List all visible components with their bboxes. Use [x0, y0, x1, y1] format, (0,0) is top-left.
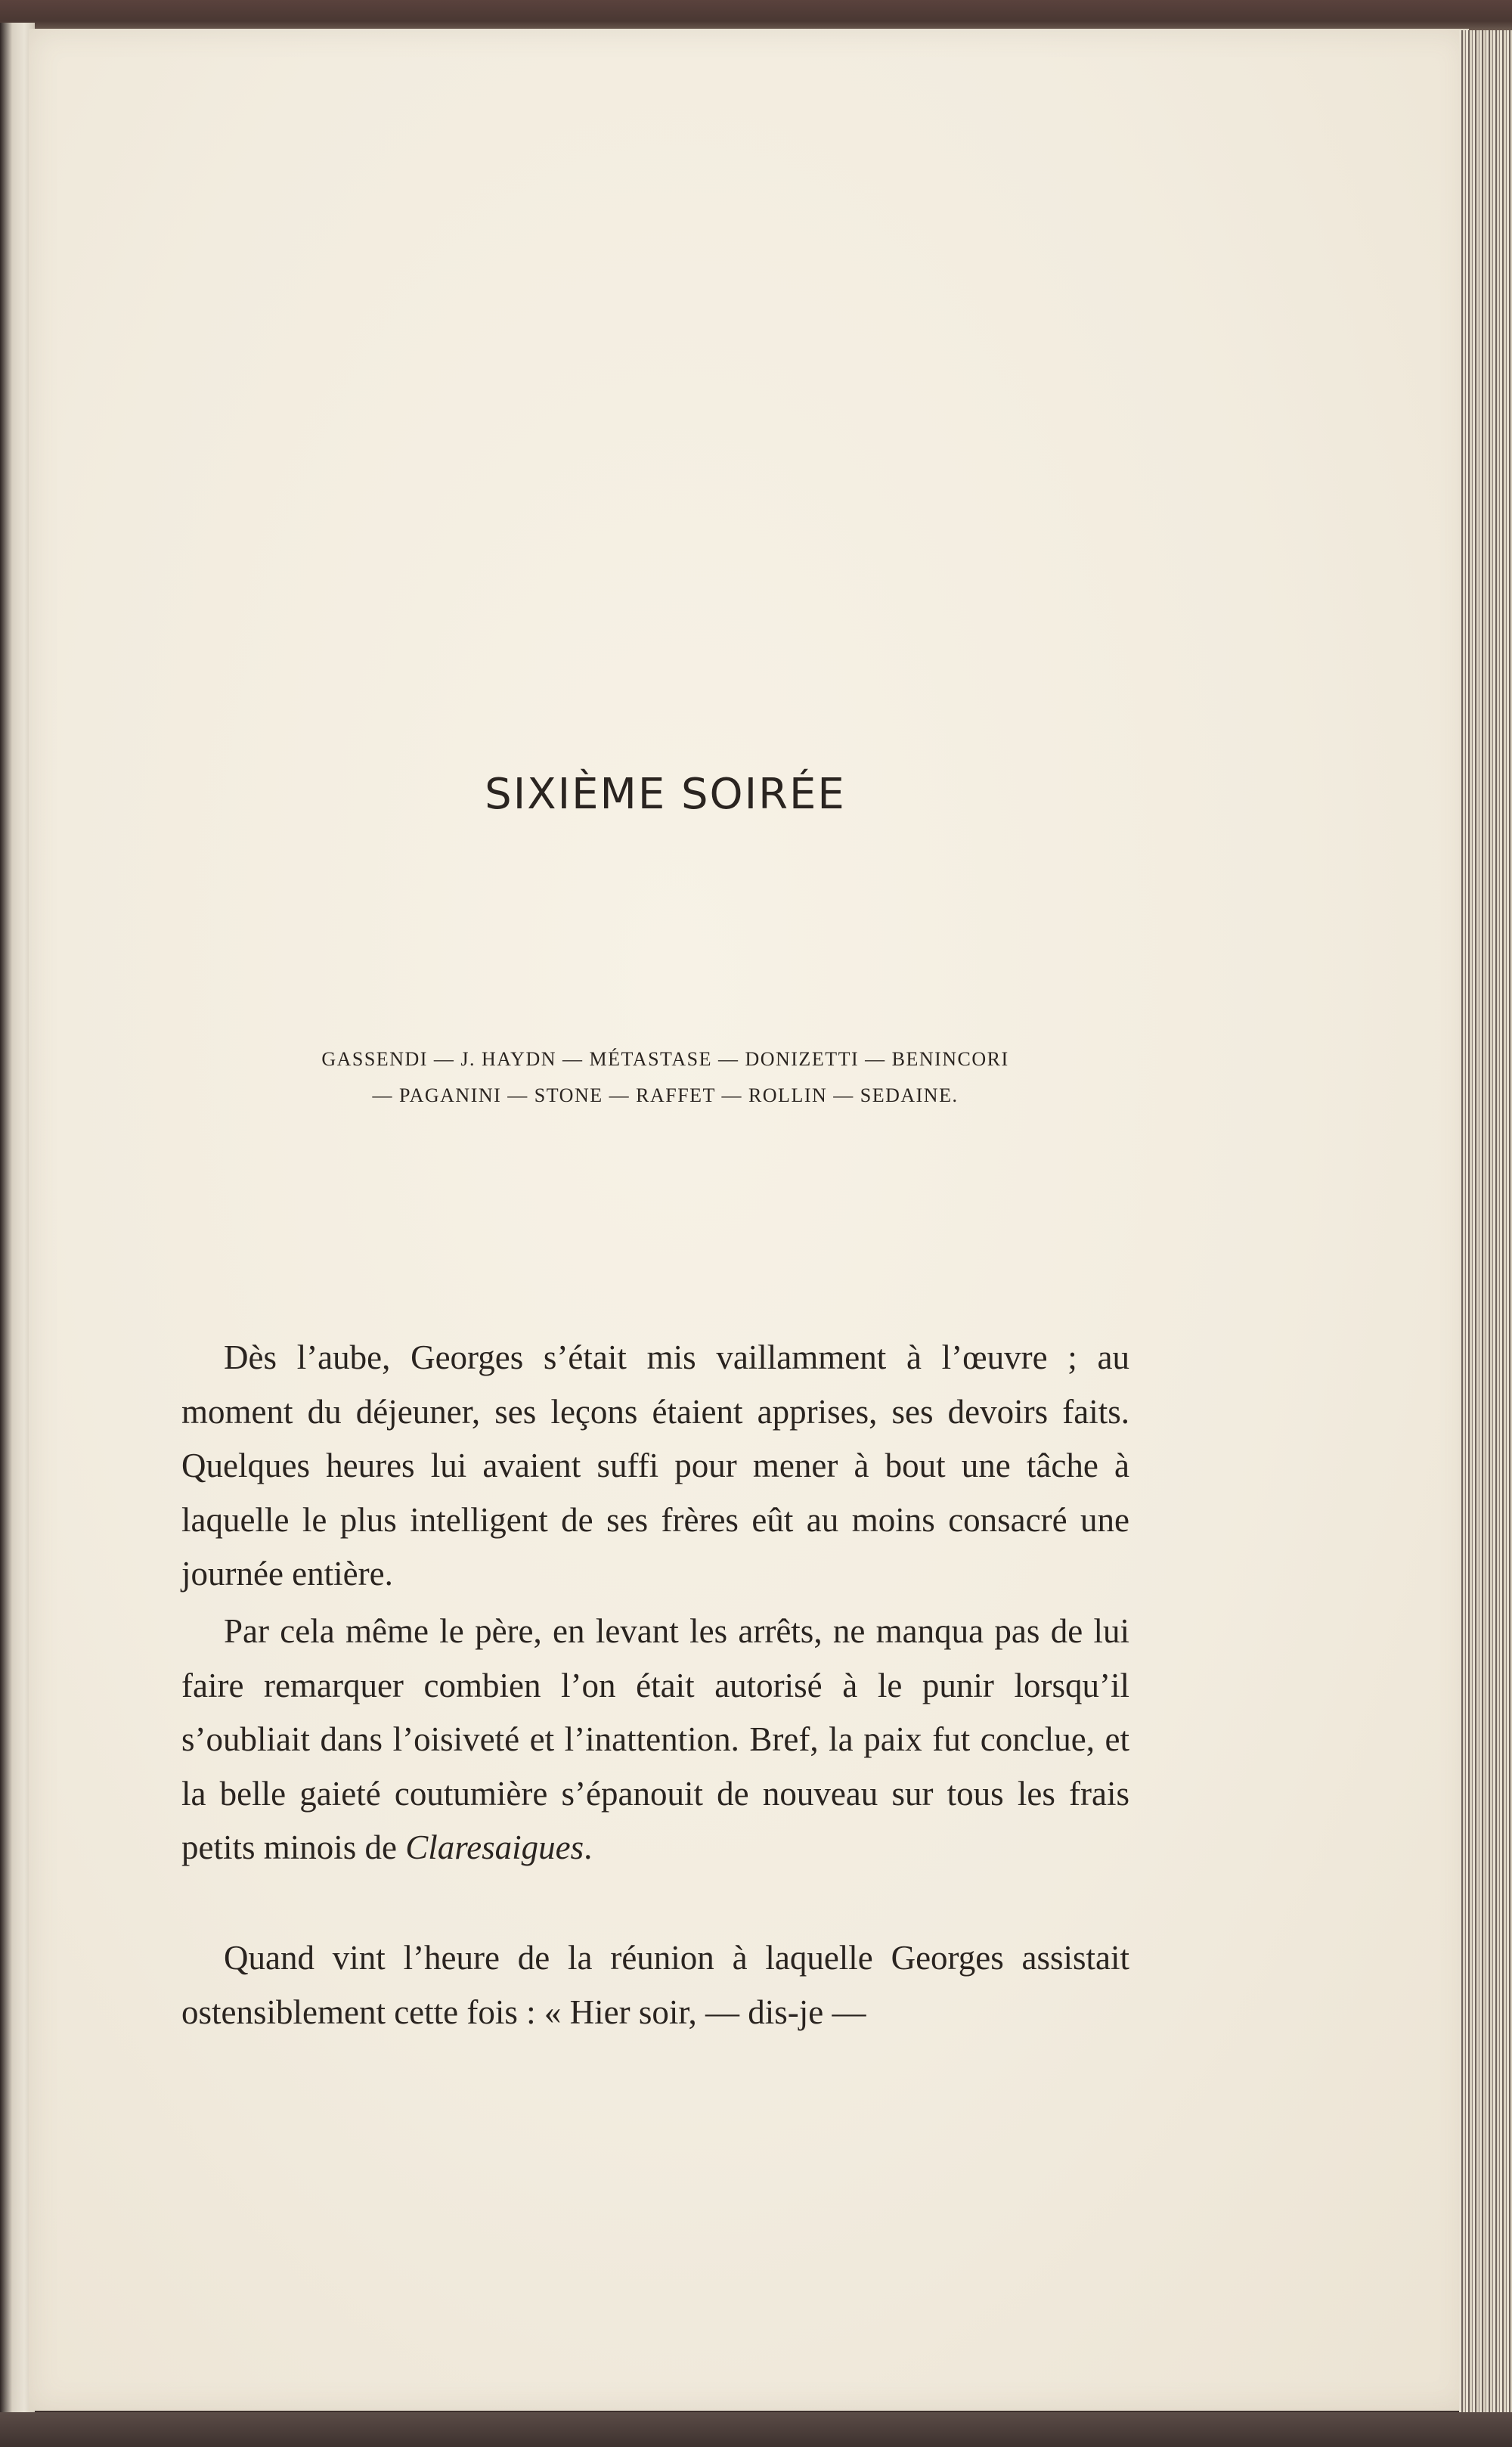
paragraph-1: Dès l’aube, Georges s’était mis vaillamment à l’œuvre ; au moment du déjeuner, ses leçons étaient apprises, ses devoirs faits. Quelques heures lui avaient suffi pour mener à bout une tâche à laquelle le plus intelligent de ses frères eût au moins consacré une journée entière.: [181, 1338, 1129, 1593]
book-cover-top: [0, 0, 1512, 30]
paragraph-2-italic: Claresaigues: [405, 1828, 584, 1866]
paragraph-2: [181, 1605, 1129, 1875]
paragraph-3: Quand vint l’heure de la réunion à laquelle Georges assistait ostensiblement cette fois : « Hier soir, — dis-je —: [181, 1939, 1129, 2031]
chapter-names-line-1: GASSENDI — J. HAYDN — MÉTASTASE — DONIZETTI — BENINCORI: [321, 1048, 1009, 1070]
paragraph-2-text: Par cela même le père, en levant les arrêts, ne manqua pas de lui faire remarquer combien l’on était autorisé à le punir lorsqu’il s’oubliait dans l’oisiveté et l’inattention. Bref, la paix fut conclue, et la belle gaieté coutumière s’épanouit de nouveau sur tous les frais petits minois de: [181, 1612, 1129, 1866]
chapter-title: SIXIÈME SOIRÉE: [485, 770, 846, 819]
book-cover-bottom: [0, 2412, 1512, 2447]
book-page: [29, 29, 1469, 2411]
chapter-names-line-2: — PAGANINI — STONE — RAFFET — ROLLIN — SEDAINE.: [372, 1084, 959, 1106]
page-edges-right: [1459, 30, 1512, 2412]
paragraph-2-end: .: [584, 1828, 593, 1866]
